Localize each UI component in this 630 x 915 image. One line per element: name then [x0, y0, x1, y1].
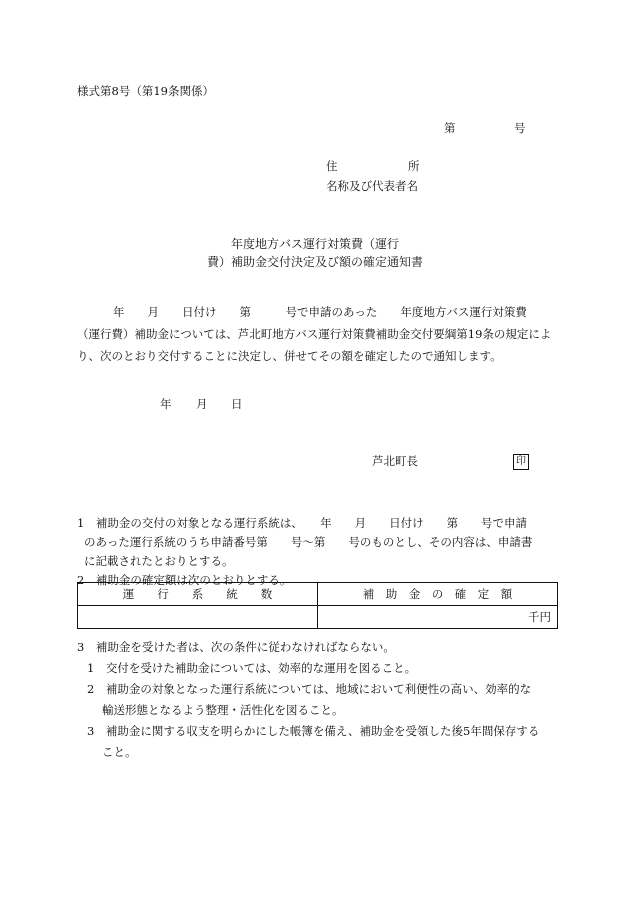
seal-mark: 印 [513, 454, 529, 470]
table-header-routes: 運 行 系 統 数 [78, 583, 318, 606]
item3: 3 補助金を受けた者は、次の条件に従わなければならない。 [77, 640, 395, 654]
table-cell-amount: 千円 [318, 606, 558, 629]
table-header-row [78, 583, 558, 606]
date-month: 月 [196, 397, 208, 411]
document-number-dai: 第 [444, 121, 456, 135]
body-line-2: （運行費）補助金については、芦北町地方バス運行対策費補助金交付要綱第19条の規定によ [77, 327, 552, 341]
condition-1: 1 交付を受けた補助金については、効率的な運用を図ること。 [87, 661, 417, 675]
item1-line2: のあった運行系統のうち申請番号第 号～第 号のものとし、その内容は、申請書 [84, 535, 533, 549]
amount-table [77, 582, 558, 629]
date-year: 年 [160, 397, 172, 411]
title-line-2: 費）補助金交付決定及び額の確定通知書 [206, 255, 423, 269]
item1-line1: 1 補助金の交付の対象となる運行系統は、 年 月 日付け 第 号で申請 [77, 516, 528, 530]
date-day: 日 [231, 397, 243, 411]
mayor-label: 芦北町長 [372, 454, 418, 468]
item2: 2 補助金の確定額は次のとおりとする。 [77, 573, 292, 587]
condition-2-line2: 輸送形態となるよう整理・活性化を図ること。 [102, 703, 344, 717]
condition-3-line1: 3 補助金に関する収支を明らかにした帳簿を備え、補助金を受領した後5年間保存する [87, 724, 540, 738]
table-row [78, 606, 558, 629]
items-section [77, 514, 557, 590]
conditions-section [77, 637, 557, 763]
table-header-amount: 補 助 金 の 確 定 額 [318, 583, 558, 606]
body-line-3: り、次のとおり交付することに決定し、併せてその額を確定したので通知します。 [77, 349, 502, 363]
condition-2-line1: 2 補助金の対象となった運行系統については、地域において利便性の高い、効率的な [87, 682, 532, 696]
title-line-1: 年度地方バス運行対策費（運行 [230, 237, 399, 251]
address-label-1: 住 [326, 159, 338, 173]
item1-line3: に記載されたとおりとする。 [84, 554, 234, 568]
document-number-go: 号 [514, 121, 526, 135]
name-representative-label: 名称及び代表者名 [326, 179, 418, 193]
condition-3-line2: こと。 [102, 745, 137, 759]
body-paragraph [77, 301, 555, 367]
body-line-1: 年 月 日付け 第 号で申請のあった 年度地方バス運行対策費 [113, 305, 527, 319]
form-code: 様式第8号（第19条関係） [77, 84, 214, 98]
table-cell-routes [78, 606, 318, 629]
document-title [150, 235, 480, 271]
address-label-2: 所 [408, 159, 420, 173]
